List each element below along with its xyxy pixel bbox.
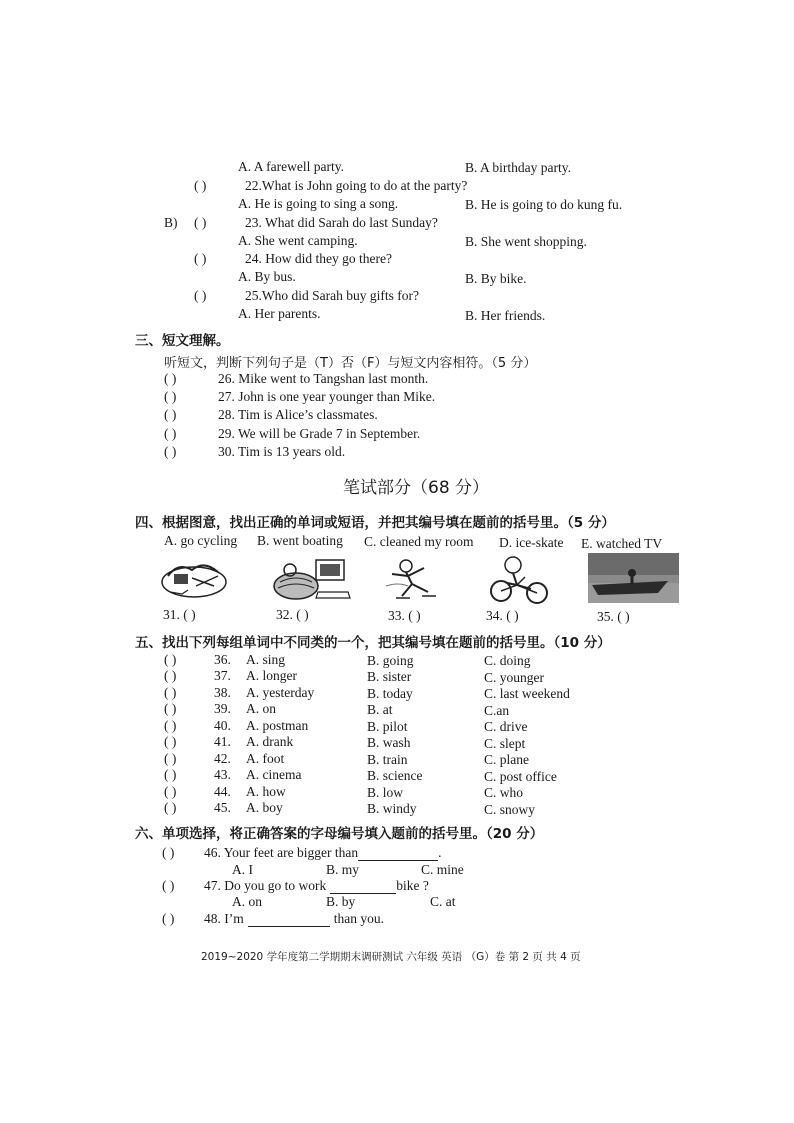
q27-answer-paren[interactable]: ( )	[164, 389, 177, 404]
q46-stem: 46. Your feet are bigger than	[204, 845, 359, 860]
q40-answer-paren[interactable]: ( )	[164, 718, 177, 733]
q47-stem: 47. Do you go to work	[204, 878, 327, 893]
q40-option-c: C. drive	[484, 719, 528, 734]
q31-answer-paren[interactable]: 31. ( )	[163, 607, 196, 622]
q38-option-c: C. last weekend	[484, 686, 570, 701]
q37-number: 37.	[214, 668, 231, 683]
q39-option-c: C.an	[484, 703, 510, 718]
q42-number: 42.	[214, 751, 231, 766]
q22-stem: 22.What is John going to do at the party?	[245, 178, 468, 193]
option-e-watched-tv: E. watched TV	[581, 536, 663, 551]
q41-option-a: A. drank	[246, 734, 294, 749]
q38-option-b: B. today	[367, 686, 413, 701]
section6-title: 六、单项选择，将正确答案的字母编号填入题前的括号里。（20 分）	[135, 826, 544, 842]
q48-stem: 48. I’m	[204, 911, 244, 926]
q38-number: 38.	[214, 685, 231, 700]
picture-35	[588, 553, 679, 603]
q37-option-b: B. sister	[367, 669, 412, 684]
q47-question	[204, 878, 429, 894]
option-a-go-cycling: A. go cycling	[164, 533, 238, 548]
q40-number: 40.	[214, 718, 231, 733]
q40-option-a: A. postman	[246, 718, 309, 733]
q38-option-a: A. yesterday	[246, 685, 315, 700]
q47-answer-paren[interactable]: ( )	[162, 878, 175, 893]
q47-option-a: A. on	[232, 894, 262, 909]
section5-title: 五、找出下列每组单词中不同类的一个，把其编号填在题前的括号里。（10 分）	[135, 635, 611, 651]
q25-answer-paren[interactable]: ( )	[194, 288, 207, 303]
q27-statement: 27. John is one year younger than Mike.	[218, 389, 436, 404]
q23-option-a: A. She went camping.	[238, 233, 358, 248]
q21-option-a: A. A farewell party.	[238, 159, 344, 174]
q37-answer-paren[interactable]: ( )	[164, 668, 177, 683]
q42-option-a: A. foot	[246, 751, 285, 766]
q47-option-b: B. by	[326, 894, 356, 909]
q24-option-b: B. By bike.	[465, 271, 527, 286]
section4-title: 四、根据图意，找出正确的单词或短语，并把其编号填在题前的括号里。（5 分）	[135, 515, 615, 531]
option-d-ice-skate: D. ice-skate	[499, 535, 564, 550]
picture-32	[268, 556, 354, 602]
q22-option-b: B. He is going to do kung fu.	[465, 197, 623, 212]
q46-end: .	[438, 845, 442, 860]
q25-option-a: A. Her parents.	[238, 306, 321, 321]
q37-option-c: C. younger	[484, 670, 544, 685]
q48-blank[interactable]	[248, 912, 330, 927]
q47-blank[interactable]	[330, 879, 396, 894]
q43-number: 43.	[214, 767, 231, 782]
q46-option-c: C. mine	[421, 862, 464, 877]
q46-option-a: A. I	[232, 862, 253, 877]
q26-statement: 26. Mike went to Tangshan last month.	[218, 371, 429, 386]
q23-answer-paren[interactable]: ( )	[194, 215, 207, 230]
q24-option-a: A. By bus.	[238, 269, 296, 284]
q22-answer-paren[interactable]: ( )	[194, 178, 207, 193]
q36-option-b: B. going	[367, 653, 414, 668]
q45-answer-paren[interactable]: ( )	[164, 800, 177, 815]
q39-option-a: A. on	[246, 701, 276, 716]
q46-blank[interactable]	[358, 846, 438, 861]
q25-option-b: B. Her friends.	[465, 308, 546, 323]
q43-option-c: C. post office	[484, 769, 557, 784]
q30-answer-paren[interactable]: ( )	[164, 444, 177, 459]
q35-answer-paren[interactable]: 35. ( )	[597, 609, 630, 624]
section-b-label: B)	[164, 215, 178, 230]
q36-option-a: A. sing	[246, 652, 286, 667]
q41-number: 41.	[214, 734, 231, 749]
q47-option-c: C. at	[430, 894, 456, 909]
q45-option-a: A. boy	[246, 800, 283, 815]
q24-answer-paren[interactable]: ( )	[194, 251, 207, 266]
q23-option-b: B. She went shopping.	[465, 234, 587, 249]
q38-answer-paren[interactable]: ( )	[164, 685, 177, 700]
picture-33	[378, 556, 450, 602]
q44-option-c: C. who	[484, 785, 524, 800]
q41-option-c: C. slept	[484, 736, 526, 751]
q48-answer-paren[interactable]: ( )	[162, 911, 175, 926]
q41-answer-paren[interactable]: ( )	[164, 734, 177, 749]
section3-instruction: 听短文，判断下列句子是（T）否（F）与短文内容相符。（5 分）	[164, 356, 537, 371]
q45-number: 45.	[214, 800, 231, 815]
q25-stem: 25.Who did Sarah buy gifts for?	[245, 288, 419, 303]
q44-number: 44.	[214, 784, 231, 799]
q39-number: 39.	[214, 701, 231, 716]
picture-34	[487, 555, 553, 605]
q28-statement: 28. Tim is Alice’s classmates.	[218, 407, 378, 422]
q21-option-b: B. A birthday party.	[465, 160, 571, 175]
q34-answer-paren[interactable]: 34. ( )	[486, 608, 519, 623]
q46-question	[204, 845, 441, 861]
picture-31	[158, 556, 230, 600]
q46-answer-paren[interactable]: ( )	[162, 845, 175, 860]
q42-option-c: C. plane	[484, 752, 529, 767]
q47-end: bike ?	[396, 878, 429, 893]
q33-answer-paren[interactable]: 33. ( )	[388, 608, 421, 623]
q46-option-b: B. my	[326, 862, 360, 877]
q28-answer-paren[interactable]: ( )	[164, 407, 177, 422]
q29-answer-paren[interactable]: ( )	[164, 426, 177, 441]
q43-option-a: A. cinema	[246, 767, 302, 782]
q30-statement: 30. Tim is 13 years old.	[218, 444, 346, 459]
q41-option-b: B. wash	[367, 735, 411, 750]
q45-option-b: B. windy	[367, 801, 417, 816]
q40-option-b: B. pilot	[367, 719, 408, 734]
q22-option-a: A. He is going to sing a song.	[238, 196, 399, 211]
q43-option-b: B. science	[367, 768, 423, 783]
q39-answer-paren[interactable]: ( )	[164, 701, 177, 716]
q32-answer-paren[interactable]: 32. ( )	[276, 607, 309, 622]
q29-statement: 29. We will be Grade 7 in September.	[218, 426, 421, 441]
q36-option-c: C. doing	[484, 653, 531, 668]
q36-number: 36.	[214, 652, 231, 667]
q37-option-a: A. longer	[246, 668, 297, 683]
q39-option-b: B. at	[367, 702, 393, 717]
section3-title: 三、短文理解。	[135, 333, 230, 349]
q43-answer-paren[interactable]: ( )	[164, 767, 177, 782]
written-part-title: 笔试部分（68 分）	[343, 478, 490, 498]
option-b-went-boating: B. went boating	[257, 533, 343, 548]
q44-option-b: B. low	[367, 785, 404, 800]
q23-stem: 23. What did Sarah do last Sunday?	[245, 215, 438, 230]
q45-option-c: C. snowy	[484, 802, 536, 817]
q44-answer-paren[interactable]: ( )	[164, 784, 177, 799]
page-footer: 2019~2020 学年度第二学期期末调研测试 六年级 英语 （G）卷 第 2 页 共 4 页	[201, 951, 581, 963]
q42-answer-paren[interactable]: ( )	[164, 751, 177, 766]
q48-question	[204, 911, 384, 927]
q44-option-a: A. how	[246, 784, 286, 799]
q48-end: than you.	[333, 911, 384, 926]
q42-option-b: B. train	[367, 752, 408, 767]
q26-answer-paren[interactable]: ( )	[164, 371, 177, 386]
option-c-cleaned-room: C. cleaned my room	[364, 534, 474, 549]
q36-answer-paren[interactable]: ( )	[164, 652, 177, 667]
q24-stem: 24. How did they go there?	[245, 251, 392, 266]
